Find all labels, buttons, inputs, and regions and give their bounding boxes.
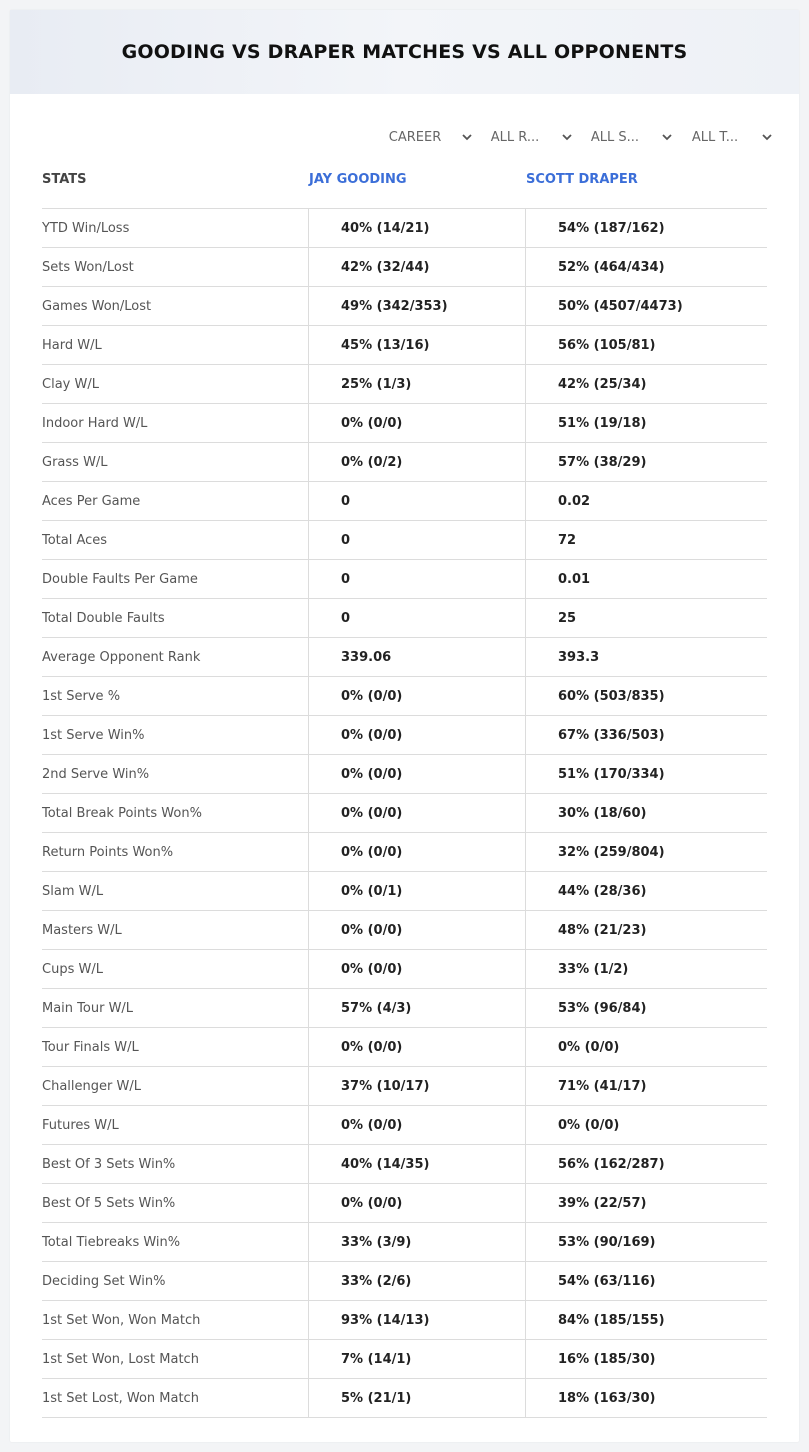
table-row [42,1106,767,1145]
table-row [42,599,767,638]
chevron-down-icon [660,130,674,144]
player2-value: 0.01 [525,560,767,598]
table-row [42,833,767,872]
column-header-stats: STATS [42,172,87,187]
player2-value: 44% (28/36) [525,872,767,910]
player1-value: 42% (32/44) [308,248,525,286]
player2-value: 53% (90/169) [525,1223,767,1261]
table-row [42,1262,767,1301]
table-row [42,1379,767,1418]
stat-label: Main Tour W/L [42,1000,134,1016]
player1-value: 0% (0/0) [308,677,525,715]
player2-value: 67% (336/503) [525,716,767,754]
stat-label: Cups W/L [42,961,103,977]
player2-value: 72 [525,521,767,559]
table-row [42,521,767,560]
filter-surface-select[interactable] [582,126,682,148]
player1-value: 0% (0/1) [308,872,525,910]
chevron-down-icon [760,130,774,144]
table-row [42,1301,767,1340]
stat-label: Double Faults Per Game [42,571,198,587]
stat-label: Indoor Hard W/L [42,415,148,431]
filter-period-select[interactable] [382,126,482,148]
player1-value: 0% (0/0) [308,1184,525,1222]
table-row [42,287,767,326]
player2-value: 51% (170/334) [525,755,767,793]
stat-label: 1st Set Lost, Won Match [42,1390,199,1406]
player-link-jay-gooding[interactable]: JAY GOODING [309,172,407,187]
table-row [42,1145,767,1184]
player2-value: 52% (464/434) [525,248,767,286]
player2-value: 54% (187/162) [525,209,767,247]
stat-label: Slam W/L [42,883,104,899]
stat-label: 2nd Serve Win% [42,766,150,782]
table-row [42,872,767,911]
table-row [42,1340,767,1379]
player2-value: 53% (96/84) [525,989,767,1027]
stat-label: Total Tiebreaks Win% [42,1234,181,1250]
table-row [42,989,767,1028]
stat-label: Tour Finals W/L [42,1039,139,1055]
player2-value: 51% (19/18) [525,404,767,442]
table-row [42,638,767,677]
stat-label: Aces Per Game [42,493,141,509]
player1-value: 0% (0/0) [308,794,525,832]
player1-value: 0% (0/0) [308,1106,525,1144]
chevron-down-icon [560,130,574,144]
player1-value: 0% (0/0) [308,1028,525,1066]
stat-label: 1st Serve Win% [42,727,145,743]
player2-value: 54% (63/116) [525,1262,767,1300]
filter-tournament-select[interactable] [682,126,782,148]
stat-label: Total Break Points Won% [42,805,202,821]
player2-value: 18% (163/30) [525,1379,767,1417]
player1-value: 93% (14/13) [308,1301,525,1339]
table-row [42,794,767,833]
table-row [42,248,767,287]
filter-label: ALL T... [691,129,739,145]
stat-label: Masters W/L [42,922,122,938]
table-row [42,1028,767,1067]
player1-value: 0% (0/0) [308,755,525,793]
player2-value: 50% (4507/4473) [525,287,767,325]
player2-value: 56% (105/81) [525,326,767,364]
stat-label: Deciding Set Win% [42,1273,166,1289]
player2-value: 39% (22/57) [525,1184,767,1222]
player1-value: 0 [308,482,525,520]
table-row [42,404,767,443]
player2-value: 30% (18/60) [525,794,767,832]
stat-label: Total Aces [42,532,108,548]
player1-value: 5% (21/1) [308,1379,525,1417]
filter-label: ALL R... [490,129,540,145]
table-row [42,716,767,755]
player1-value: 25% (1/3) [308,365,525,403]
table-row [42,326,767,365]
player2-value: 33% (1/2) [525,950,767,988]
table-row [42,1184,767,1223]
player2-value: 57% (38/29) [525,443,767,481]
stat-label: Return Points Won% [42,844,174,860]
player1-value: 0% (0/0) [308,833,525,871]
player1-value: 0% (0/0) [308,950,525,988]
player1-value: 339.06 [308,638,525,676]
stat-label: Best Of 5 Sets Win% [42,1195,176,1211]
player1-value: 40% (14/21) [308,209,525,247]
chevron-down-icon [460,130,474,144]
player2-value: 0.02 [525,482,767,520]
table-row [42,755,767,794]
stat-label: 1st Serve % [42,688,121,704]
stat-label: Hard W/L [42,337,102,353]
stat-label: Sets Won/Lost [42,259,134,275]
player2-value: 48% (21/23) [525,911,767,949]
table-row [42,482,767,521]
table-row [42,1223,767,1262]
player-link-scott-draper[interactable]: SCOTT DRAPER [526,172,638,187]
player1-value: 37% (10/17) [308,1067,525,1105]
stat-label: Futures W/L [42,1117,119,1133]
stats-table-body [42,208,767,1418]
player2-value: 60% (503/835) [525,677,767,715]
player2-value: 16% (185/30) [525,1340,767,1378]
player2-value: 84% (185/155) [525,1301,767,1339]
player1-value: 0% (0/0) [308,716,525,754]
table-row [42,911,767,950]
table-row [42,443,767,482]
stat-label: Best Of 3 Sets Win% [42,1156,176,1172]
player2-value: 0% (0/0) [525,1028,767,1066]
player2-value: 32% (259/804) [525,833,767,871]
stat-label: YTD Win/Loss [42,220,130,236]
table-row [42,1067,767,1106]
filter-label: ALL S... [590,129,640,145]
table-row [42,677,767,716]
player2-value: 393.3 [525,638,767,676]
player1-value: 0 [308,560,525,598]
filter-round-select[interactable] [482,126,582,148]
table-row [42,209,767,248]
player1-value: 33% (2/6) [308,1262,525,1300]
table-header [42,170,767,209]
stat-label: Clay W/L [42,376,99,392]
player1-value: 0 [308,521,525,559]
player2-value: 25 [525,599,767,637]
player1-value: 45% (13/16) [308,326,525,364]
player1-value: 0% (0/0) [308,404,525,442]
filter-bar [382,126,782,148]
player1-value: 0 [308,599,525,637]
stats-card [10,10,799,1442]
stat-label: 1st Set Won, Won Match [42,1312,201,1328]
player1-value: 49% (342/353) [308,287,525,325]
stat-label: Grass W/L [42,454,108,470]
player1-value: 57% (4/3) [308,989,525,1027]
table-row [42,950,767,989]
player2-value: 71% (41/17) [525,1067,767,1105]
filter-label: CAREER [388,129,442,145]
stat-label: Total Double Faults [42,610,165,626]
table-row [42,365,767,404]
player1-value: 33% (3/9) [308,1223,525,1261]
stat-label: 1st Set Won, Lost Match [42,1351,199,1367]
player1-value: 0% (0/0) [308,911,525,949]
player2-value: 42% (25/34) [525,365,767,403]
player2-value: 0% (0/0) [525,1106,767,1144]
player1-value: 0% (0/2) [308,443,525,481]
table-row [42,560,767,599]
player1-value: 7% (14/1) [308,1340,525,1378]
stat-label: Average Opponent Rank [42,649,201,665]
player2-value: 56% (162/287) [525,1145,767,1183]
player1-value: 40% (14/35) [308,1145,525,1183]
stat-label: Challenger W/L [42,1078,141,1094]
card-header [10,10,799,94]
page-title: GOODING VS DRAPER MATCHES VS ALL OPPONENTS [121,41,688,63]
stat-label: Games Won/Lost [42,298,152,314]
